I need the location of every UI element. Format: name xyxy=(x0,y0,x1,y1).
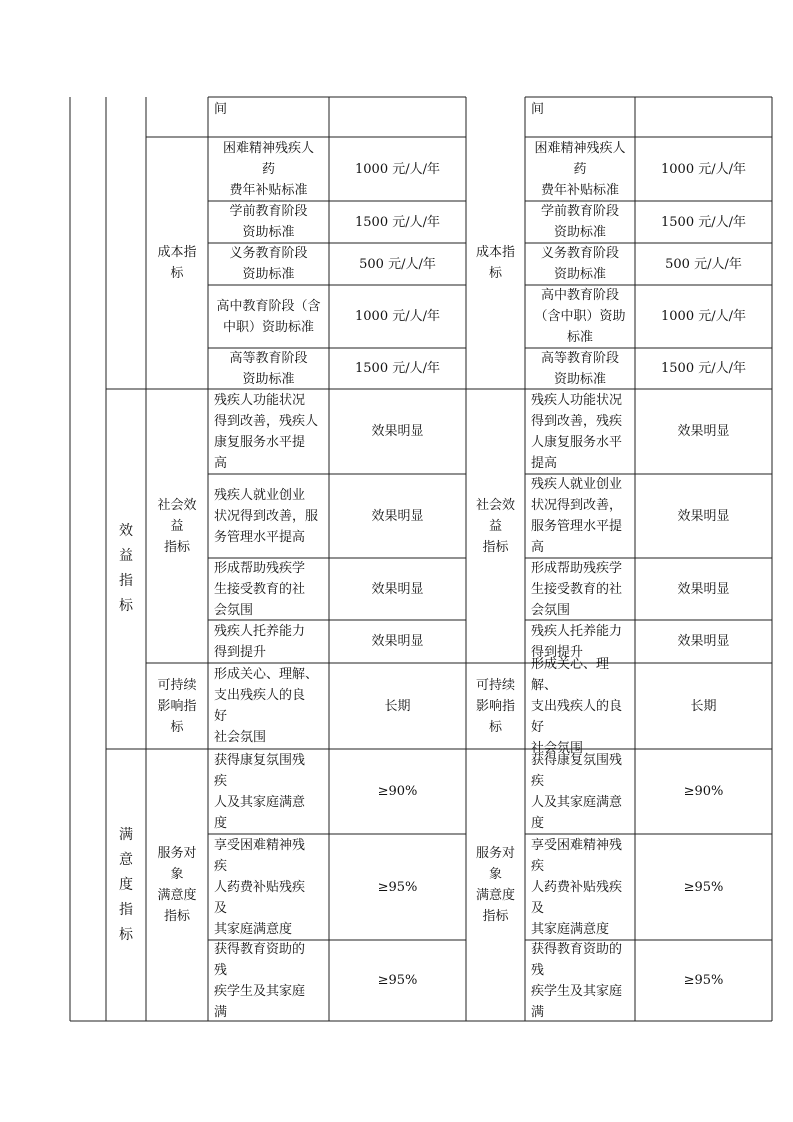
left-social-value-3: 效果明显 xyxy=(371,634,424,649)
right-cost-value-1: 1500 元/人/年 xyxy=(661,214,746,230)
left-satisfaction-name-2: 获得教育资助的 残 疾学生及其家庭 满 xyxy=(214,941,306,1020)
right-cost-value-0: 1000 元/人/年 xyxy=(661,161,746,177)
right-cost-name-3: 高中教育阶段 （含中职）资助 标准 xyxy=(534,288,626,345)
left-cost-name-2: 义务教育阶段 资助标准 xyxy=(229,246,308,282)
right-satisfaction-category: 服务对 象 满意度 指标 xyxy=(475,846,515,924)
right-cost-value-4: 1500 元/人/年 xyxy=(661,361,746,376)
left-top-name: 间 xyxy=(214,102,228,117)
right-social-name-1: 残疾人就业创业 状况得到改善， 服务管理水平提 高 xyxy=(531,477,623,555)
left-social-name-1: 残疾人就业创业 状况得到改善，服 务管理水平提高 xyxy=(214,487,319,545)
right-cost-value-3: 1000 元/人/年 xyxy=(661,309,746,324)
left-cost-value-1: 1500 元/人/年 xyxy=(355,214,440,230)
left-satisfaction-value-1: ≥95% xyxy=(377,879,418,895)
level1-efficiency: 效 益 指 标 xyxy=(119,523,133,614)
right-satisfaction-value-2: ≥95% xyxy=(683,973,724,988)
left-social-name-0: 残疾人功能状况 得到改善，残疾人 康复服务水平提 高 xyxy=(214,392,319,471)
right-cost-name-2: 义务教育阶段 资助标准 xyxy=(540,246,619,282)
left-social-value-0: 效果明显 xyxy=(371,424,424,439)
left-satisfaction-category: 服务对 象 满意度 指标 xyxy=(157,846,197,924)
right-satisfaction-name-0: 获得康复氛围残 疾 人及其家庭满意 度 xyxy=(531,752,623,831)
right-cost-name-4: 高等教育阶段 资助标准 xyxy=(540,350,619,387)
left-cost-value-3: 1000 元/人/年 xyxy=(355,309,440,324)
left-social-value-2: 效果明显 xyxy=(371,581,424,597)
level1-satisfaction: 满 意 度 指 标 xyxy=(119,826,133,943)
left-social-category: 社会效 益 指标 xyxy=(157,497,197,555)
right-social-value-0: 效果明显 xyxy=(677,424,730,439)
right-social-category: 社会效 益 指标 xyxy=(475,497,515,555)
left-sustain-value-0: 长期 xyxy=(384,698,411,714)
right-cost-category: 成本指 标 xyxy=(475,245,515,281)
left-sustain-category: 可持续 影响指 标 xyxy=(157,677,197,735)
left-cost-name-3: 高中教育阶段（含 中职）资助标准 xyxy=(216,298,321,335)
left-satisfaction-value-2: ≥95% xyxy=(377,973,418,988)
left-social-name-3: 残疾人托养能力 得到提升 xyxy=(214,623,306,660)
right-social-name-0: 残疾人功能状况 得到改善，残疾 人康复服务水平 提高 xyxy=(531,392,623,471)
left-social-value-1: 效果明显 xyxy=(371,508,424,524)
right-social-value-3: 效果明显 xyxy=(677,634,730,649)
right-top-name: 间 xyxy=(531,102,545,117)
right-satisfaction-name-1: 享受困难精神残 疾 人药费补贴残疾 及 其家庭满意度 xyxy=(531,837,623,937)
right-top-value xyxy=(635,97,772,137)
right-social-name-2: 形成帮助残疾学 生接受教育的社 会氛围 xyxy=(531,560,623,618)
left-social-name-2: 形成帮助残疾学 生接受教育的社 会氛围 xyxy=(214,560,306,618)
right-cost-name-1: 学前教育阶段 资助标准 xyxy=(540,204,619,240)
right-sustain-name-0: 形成关心、理解、 支出残疾人的良 好 社会氛围 xyxy=(531,656,623,756)
right-cost-name-0: 困难精神残疾人 药 费年补贴标准 xyxy=(534,140,626,198)
left-cost-name-4: 高等教育阶段 资助标准 xyxy=(229,350,308,387)
left-sustain-name-0: 形成关心、理解、 支出残疾人的良 好 社会氛围 xyxy=(214,667,319,745)
left-cost-value-4: 1500 元/人/年 xyxy=(355,361,440,376)
left-satisfaction-value-0: ≥90% xyxy=(377,784,418,799)
left-satisfaction-name-0: 获得康复氛围残 疾 人及其家庭满意 度 xyxy=(214,752,306,831)
left-cost-name-1: 学前教育阶段 资助标准 xyxy=(229,204,308,240)
right-satisfaction-value-1: ≥95% xyxy=(683,879,724,895)
left-cost-category: 成本指 标 xyxy=(157,245,197,281)
left-satisfaction-name-1: 享受困难精神残 疾 人药费补贴残疾 及 其家庭满意度 xyxy=(214,837,306,937)
right-satisfaction-name-2: 获得教育资助的 残 疾学生及其家庭 满 xyxy=(531,941,623,1020)
right-social-value-1: 效果明显 xyxy=(677,508,730,524)
right-sustain-category: 可持续 影响指 标 xyxy=(475,677,515,735)
right-sustain-value-0: 长期 xyxy=(690,698,717,714)
left-top-value xyxy=(329,97,466,137)
right-social-value-2: 效果明显 xyxy=(677,581,730,597)
left-cost-value-0: 1000 元/人/年 xyxy=(355,161,440,177)
right-satisfaction-value-0: ≥90% xyxy=(683,784,724,799)
right-social-name-3: 残疾人托养能力 得到提升 xyxy=(531,623,623,660)
left-cost-value-2: 500 元/人/年 xyxy=(359,256,436,272)
right-cost-value-2: 500 元/人/年 xyxy=(665,256,742,272)
left-cost-name-0: 困难精神残疾人 药 费年补贴标准 xyxy=(222,140,314,198)
